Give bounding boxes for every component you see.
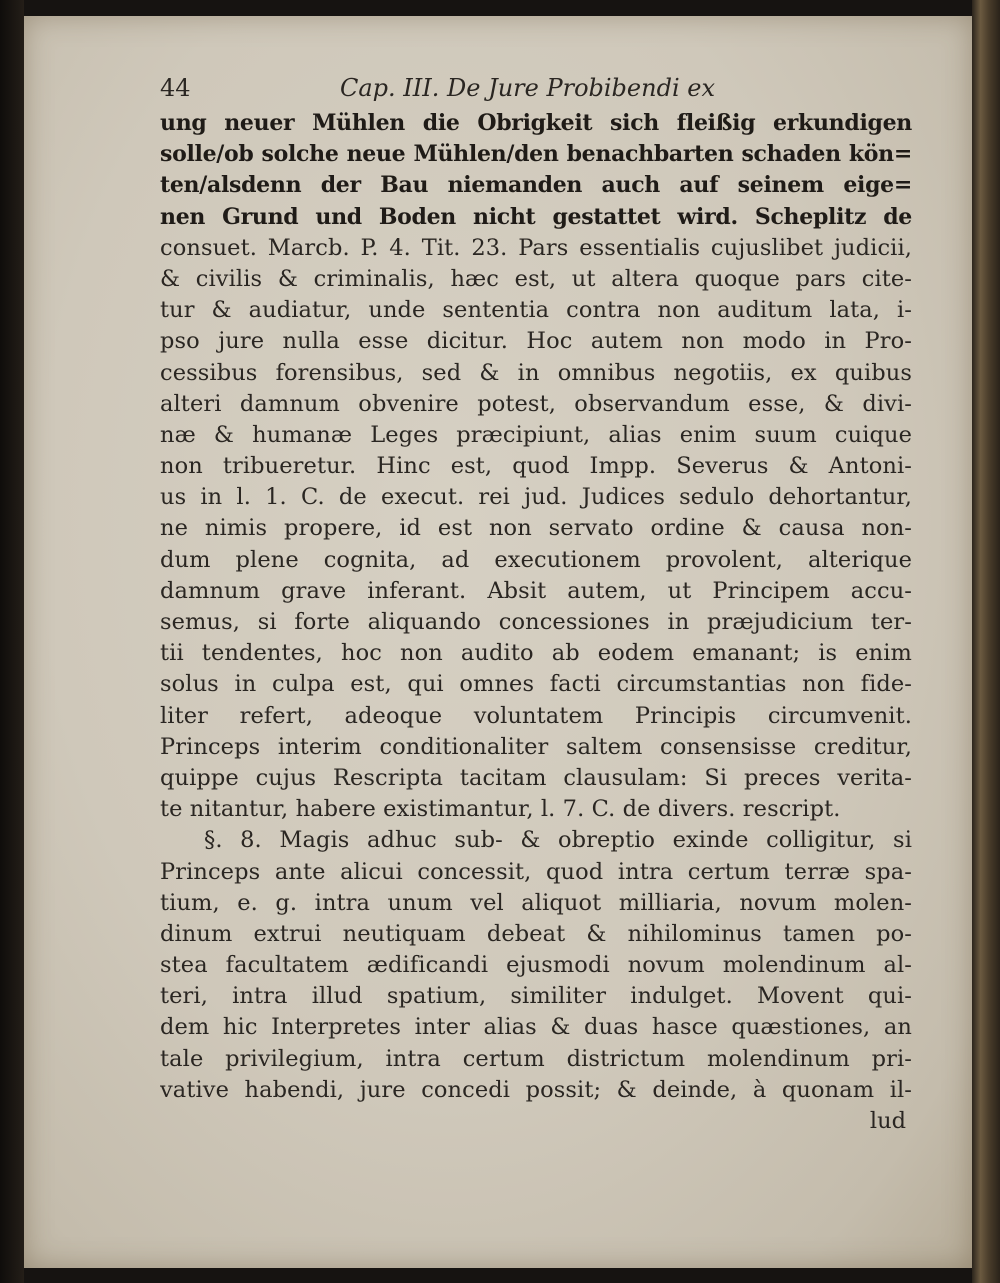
text-line: ne nimis propere, id est non servato ordine & causa non- (160, 515, 912, 542)
text-line: te nitantur, habere existimantur, l. 7. C. de divers. rescript. (160, 796, 841, 823)
text-line: pso jure nulla esse dicitur. Hoc autem non modo in Pro- (160, 328, 912, 355)
page-text-block (160, 72, 912, 1136)
text-line: semus, si forte aliquando concessiones in præjudicium ter- (160, 609, 912, 635)
text-line: næ & humanæ Leges præcipiunt, alias enim suum cuique (160, 421, 912, 448)
text-line: liter refert, adeoque voluntatem Principis circumvenit. (160, 702, 912, 729)
text-line: Princeps ante alicui concessit, quod intra certum terræ spa- (160, 858, 912, 885)
running-title: Cap. III. De Jure Probibendi ex (340, 74, 715, 102)
text-line: ten/alsdenn der Bau niemanden auch auf seinem eige= (160, 172, 912, 199)
catchword: lud (869, 1108, 906, 1134)
text-line: & civilis & criminalis, hæc est, ut altera quoque pars cite- (160, 265, 912, 292)
text-line: dinum extrui neutiquam debeat & nihilominus tamen po- (160, 920, 912, 947)
text-line: nen Grund und Boden nicht gestattet wird. Scheplitz de (160, 203, 912, 230)
text-line: tur & audiatur, unde sententia contra non auditum lata, i- (160, 297, 912, 324)
text-line: cessibus forensibus, sed & in omnibus negotiis, ex quibus (160, 359, 912, 386)
text-line: consuet. Marcb. P. 4. Tit. 23. Pars essentialis cujuslibet judicii, (160, 234, 912, 261)
running-header (160, 72, 912, 108)
text-line: solle/ob solche neue Mühlen/den benachbarten schaden kön= (160, 141, 912, 168)
text-line: teri, intra illud spatium, similiter indulget. Movent qui- (160, 983, 912, 1010)
text-line: alteri damnum obvenire potest, observandum esse, & divi- (160, 390, 912, 417)
text-line: dem hic Interpretes inter alias & duas hasce quæstiones, an (160, 1014, 912, 1041)
text-line: tium, e. g. intra unum vel aliquot milliaria, novum molen- (160, 889, 912, 916)
page-number: 44 (160, 74, 191, 102)
text-line: tii tendentes, hoc non audito ab eodem emanant; is enim (160, 640, 912, 667)
text-line: non tribueretur. Hinc est, quod Impp. Severus & Antoni- (160, 453, 912, 480)
text-line: damnum grave inferant. Absit autem, ut Principem accu- (160, 577, 912, 604)
text-line: tale privilegium, intra certum districtum molendinum pri- (160, 1045, 912, 1072)
text-line: dum plene cognita, ad executionem provolent, alterique (160, 546, 912, 573)
text-line: Princeps interim conditionaliter saltem consensisse creditur, (160, 733, 912, 760)
body-text (160, 108, 912, 1106)
text-line: stea facultatem ædificandi ejusmodi novum molendinum al- (160, 952, 912, 979)
text-line: ung neuer Mühlen die Obrigkeit sich fleißig erkundigen (160, 110, 912, 136)
text-line: §. 8. Magis adhuc sub- & obreptio exinde colligitur, si (204, 827, 912, 854)
binding-shadow (0, 0, 24, 1283)
text-line: solus in culpa est, qui omnes facti circumstantias non fide- (160, 671, 912, 698)
text-line: vative habendi, jure concedi possit; & deinde, à quonam il- (160, 1076, 912, 1103)
text-line: quippe cujus Rescripta tacitam clausulam: Si preces verita- (160, 764, 912, 791)
text-line: us in l. 1. C. de execut. rei jud. Judices sedulo dehortantur, (160, 484, 912, 511)
page-edge-stack (972, 0, 1000, 1283)
